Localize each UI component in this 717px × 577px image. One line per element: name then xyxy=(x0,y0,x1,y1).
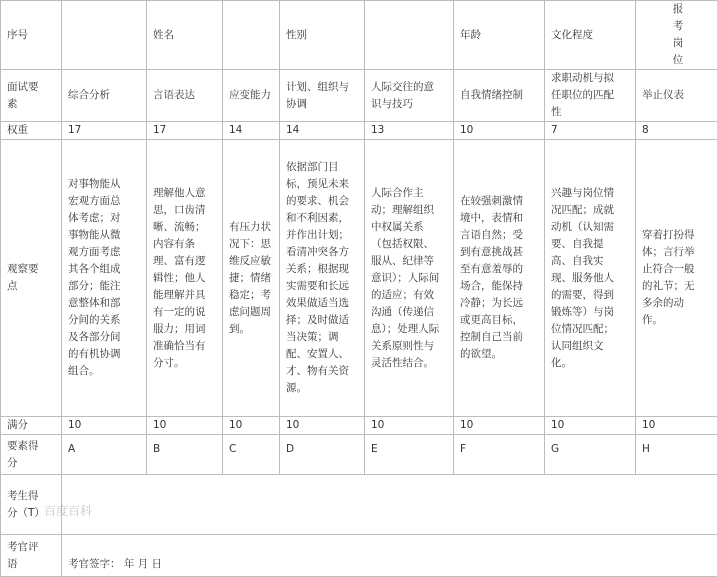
gender-value-cell[interactable] xyxy=(365,1,454,70)
weight-g: 7 xyxy=(545,122,636,140)
score-e[interactable] xyxy=(365,435,454,475)
element-d xyxy=(280,70,365,122)
score-a[interactable] xyxy=(62,435,147,475)
weight-d: 14 xyxy=(280,122,365,140)
observation-label-text: 观察要点 xyxy=(7,261,47,295)
element-score-label xyxy=(1,435,62,475)
comment-label-text: 考官评语 xyxy=(7,539,47,573)
score-b-code: B xyxy=(153,443,160,455)
element-c-text: 应变能力 xyxy=(229,87,277,104)
full-e: 10 xyxy=(365,417,454,435)
elements-label xyxy=(1,70,62,122)
element-d-text: 计划、组织与协调 xyxy=(286,79,356,113)
score-d-code: D xyxy=(286,443,294,455)
observation-label xyxy=(1,140,62,417)
element-f xyxy=(454,70,545,122)
element-score-row xyxy=(1,435,717,475)
full-f: 10 xyxy=(454,417,545,435)
score-c-code: C xyxy=(229,443,236,455)
element-b: 言语表达 xyxy=(147,70,223,122)
full-g: 10 xyxy=(545,417,636,435)
total-score-row xyxy=(1,475,717,535)
score-f[interactable] xyxy=(454,435,545,475)
header-row xyxy=(1,1,717,70)
score-g[interactable] xyxy=(545,435,636,475)
full-a: 10 xyxy=(62,417,147,435)
gender-label: 性别 xyxy=(280,1,365,70)
observation-f-text: 在较强刺激情境中，表情和言语自然；受到有意挑战甚至有意羞辱的场合，能保持冷静；为长远或更高目标，控制自己当前的欲望。 xyxy=(460,193,532,363)
score-f-code: F xyxy=(460,443,466,455)
observation-c xyxy=(223,140,280,417)
element-f-text: 自我情绪控制 xyxy=(460,87,530,104)
score-g-code: G xyxy=(551,443,559,455)
seq-value-cell[interactable] xyxy=(62,1,147,70)
name-value-cell[interactable] xyxy=(223,1,280,70)
element-g-text: 求职动机与拟任职位的匹配性 xyxy=(551,70,623,121)
weight-f: 10 xyxy=(454,122,545,140)
full-b: 10 xyxy=(147,417,223,435)
watermark: 百度百科 xyxy=(44,502,92,519)
observation-e-text: 人际合作主动；理解组织中权属关系（包括权限、服从、纪律等意识）；人际间的适应；有效沟通（传递信息）；处理人际关系原则性与灵活性结合。 xyxy=(371,185,443,372)
observation-b xyxy=(147,140,223,417)
observation-b-text: 理解他人意思，口齿清晰、流畅；内容有条理、富有逻辑性；他人能理解并具有一定的说服力；用词准确恰当有分寸。 xyxy=(153,185,209,372)
age-label xyxy=(454,1,545,70)
element-e xyxy=(365,70,454,122)
comment-row xyxy=(1,535,717,577)
position-text: 报考岗位 xyxy=(668,1,688,69)
name-label: 姓名 xyxy=(147,1,223,70)
weight-h: 8 xyxy=(636,122,717,140)
weight-label: 权重 xyxy=(1,122,62,140)
score-h[interactable] xyxy=(636,435,717,475)
weight-e: 13 xyxy=(365,122,454,140)
full-score-row xyxy=(1,417,717,435)
weight-c: 14 xyxy=(223,122,280,140)
element-score-label-text: 要素得分 xyxy=(7,438,47,472)
observation-d xyxy=(280,140,365,417)
score-e-code: E xyxy=(371,443,378,455)
weight-b: 17 xyxy=(147,122,223,140)
element-h: 举止仪表 xyxy=(636,70,717,122)
comment-label xyxy=(1,535,62,577)
total-score-label-text: 考生得分（T） xyxy=(7,488,47,522)
observation-a xyxy=(62,140,147,417)
weight-a: 17 xyxy=(62,122,147,140)
full-d: 10 xyxy=(280,417,365,435)
examiner-signature-line: 考官签字： 年 月 日 xyxy=(68,556,714,573)
score-a-code: A xyxy=(68,443,75,455)
observation-e xyxy=(365,140,454,417)
observation-g xyxy=(545,140,636,417)
score-b[interactable] xyxy=(147,435,223,475)
total-score-label xyxy=(1,475,62,535)
full-h: 10 xyxy=(636,417,717,435)
elements-row xyxy=(1,70,717,122)
age-text: 年龄 xyxy=(460,27,482,44)
observation-row xyxy=(1,140,717,417)
weight-row xyxy=(1,122,717,140)
element-c xyxy=(223,70,280,122)
seq-label: 序号 xyxy=(1,1,62,70)
observation-f xyxy=(454,140,545,417)
element-g xyxy=(545,70,636,122)
score-h-code: H xyxy=(642,443,650,455)
full-label: 满分 xyxy=(1,417,62,435)
observation-c-text: 有压力状况下：思维反应敏捷；情绪稳定；考虑问题周到。 xyxy=(229,219,273,338)
position-label xyxy=(636,1,717,70)
score-c[interactable] xyxy=(223,435,280,475)
elements-label-text: 面试要素 xyxy=(7,79,47,113)
comment-cell[interactable] xyxy=(62,535,717,577)
element-a: 综合分析 xyxy=(62,70,147,122)
element-e-text: 人际交往的意识与技巧 xyxy=(371,79,443,113)
observation-d-text: 依据部门目标，预见未来的要求、机会和不利因素，并作出计划；看清冲突各方关系；根据现实需要和长远效果做适当选择；及时做适当决策；调配、安置人、才、物有关资源。 xyxy=(286,159,356,397)
observation-g-text: 兴趣与岗位情况匹配；成就动机（认知需要、自我提高、自我实现、服务他人的需要，得到锻炼等）与岗位情况匹配；认同组织文化。 xyxy=(551,185,623,372)
full-c: 10 xyxy=(223,417,280,435)
observation-h xyxy=(636,140,717,417)
observation-a-text: 对事物能从宏观方面总体考虑；对事物能从微观方面考虑其各个组成部分；能注意整体和部分间的关系及各部分间的有机协调组合。 xyxy=(68,176,124,380)
education-text: 文化程度 xyxy=(551,27,595,44)
observation-h-text: 穿着打扮得体；言行举止符合一般的礼节；无多余的动作。 xyxy=(642,227,700,329)
education-label xyxy=(545,1,636,70)
score-d[interactable] xyxy=(280,435,365,475)
total-score-cell[interactable] xyxy=(62,475,717,535)
